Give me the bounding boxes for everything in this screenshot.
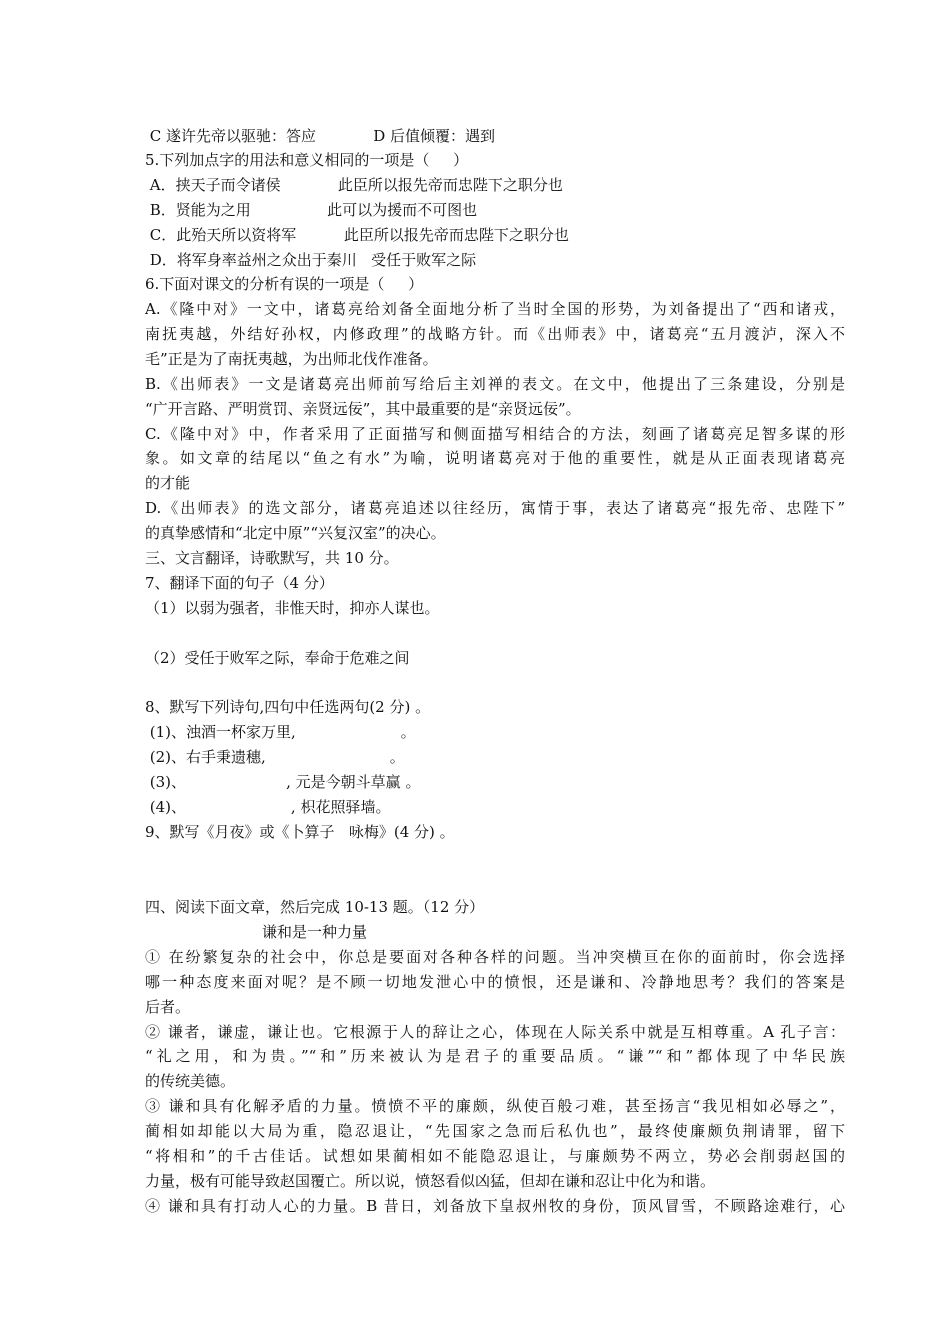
paragraph-2-line-2: “礼之用，和为贵。”“和”历来被认为是君子的重要品质。“谦”“和”都体现了中华民族 — [145, 1047, 845, 1065]
question-6-option-b-line-2: “广开言路、严明赏罚、亲贤远佞”，其中最重要的是“亲贤远佞”。 — [145, 400, 581, 418]
question-8-item-2: (2)、右手秉遗穗, 。 — [145, 748, 405, 766]
question-6-option-c-line-2: 象。如文章的结尾以“鱼之有水”为喻，说明诸葛亮对于他的重要性，就是从正面表现诸葛亮 — [145, 449, 845, 467]
paragraph-3-line-1: ③ 谦和具有化解矛盾的力量。愤愤不平的廉颇，纵使百般刁难，甚至扬言“我见相如必辱之”， — [145, 1097, 845, 1115]
question-8-item-4: (4)、 , 枳花照驿墙。 — [145, 798, 391, 816]
question-5-option-c: C．此殆天所以资将军 此臣所以报先帝而忠陛下之职分也 — [145, 226, 569, 244]
paragraph-2-line-3: 的传统美德。 — [145, 1072, 236, 1090]
paragraph-3-line-2: 蔺相如却能以大局为重，隐忍退让，“先国家之急而后私仇也”，最终使廉颇负荆请罪，留下 — [145, 1122, 845, 1140]
paragraph-4-line-1: ④ 谦和具有打动人心的力量。B 昔日，刘备放下皇叔州牧的身份，顶风冒雪，不顾路途难行，心 — [145, 1197, 845, 1215]
question-8-item-1: (1)、浊酒一杯家万里, 。 — [145, 723, 416, 741]
paragraph-1-line-3: 后者。 — [145, 998, 191, 1016]
paragraph-2-line-1: ② 谦者，谦虚，谦让也。它根源于人的辞让之心，体现在人际关系中就是互相尊重。A 孔子言： — [145, 1023, 845, 1041]
question-6-option-d-line-2: 的真挚感情和“北定中原”“兴复汉室”的决心。 — [145, 524, 446, 542]
paragraph-1-line-1: ① 在纷繁复杂的社会中，你总是要面对各种各样的问题。当冲突横亘在你的面前时，你会选择 — [145, 948, 845, 966]
question-9: 9、默写《月夜》或《卜算子 咏梅》(4 分) 。 — [145, 823, 455, 841]
question-6-option-c-line-3: 的才能 — [145, 474, 191, 492]
question-5-option-d: D．将军身率益州之众出于秦川 受任于败军之际 — [145, 251, 477, 269]
article-title: 谦和是一种力量 — [262, 923, 368, 941]
question-5: 5.下列加点字的用法和意义相同的一项是（ ） — [145, 151, 469, 169]
question-6-option-b-line-1: B.《出师表》一文是诸葛亮出师前写给后主刘禅的表文。在文中，他提出了三条建设，分别是 — [145, 375, 845, 393]
section-3-heading: 三、文言翻译，诗歌默写，共 10 分。 — [145, 549, 399, 567]
question-6-option-d-line-1: D.《出师表》的选文部分，诸葛亮追述以往经历，寓情于事，表达了诸葛亮“报先帝、忠陛下” — [145, 499, 845, 517]
question-8-item-3: (3)、 , 元是今朝斗草赢 。 — [145, 773, 421, 791]
question-7-sentence-2: （2）受任于败军之际，奉命于危难之间 — [145, 649, 410, 667]
option-c-d-line: C 遂许先帝以驱驰：答应 D 后值倾覆：遇到 — [145, 127, 496, 145]
section-4-heading: 四、阅读下面文章，然后完成 10-13 题。（12 分） — [145, 898, 485, 916]
question-5-option-a: A．挟天子而令诸侯 此臣所以报先帝而忠陛下之职分也 — [145, 176, 563, 194]
question-6: 6.下面对课文的分析有误的一项是（ ） — [145, 275, 424, 293]
question-7: 7、翻译下面的句子（4 分） — [145, 574, 334, 592]
question-8: 8、默写下列诗句,四句中任选两句(2 分) 。 — [145, 698, 431, 716]
question-6-option-a-line-3: 毛”正是为了南抚夷越，为出师北伐作准备。 — [145, 350, 438, 368]
question-5-option-b: B．贤能为之用 此可以为援而不可图也 — [145, 201, 478, 219]
paragraph-3-line-3: “将相和”的千古佳话。试想如果蔺相如不能隐忍退让，与廉颇势不两立，势必会削弱赵国的 — [145, 1147, 845, 1165]
question-6-option-c-line-1: C.《隆中对》中，作者采用了正面描写和侧面描写相结合的方法，刻画了诸葛亮足智多谋的形 — [145, 425, 845, 443]
question-7-sentence-1: （1）以弱为强者，非惟天时，抑亦人谋也。 — [145, 599, 440, 617]
question-6-option-a-line-2: 南抚夷越，外结好孙权，内修政理”的战略方针。而《出师表》中，诸葛亮“五月渡泸，深入不 — [145, 325, 845, 343]
question-6-option-a-line-1: A.《隆中对》一文中，诸葛亮给刘备全面地分析了当时全国的形势，为刘备提出了“西和诸戎， — [145, 300, 845, 318]
paragraph-1-line-2: 哪一种态度来面对呢？是不顾一切地发泄心中的愤恨，还是谦和、冷静地思考？我们的答案是 — [145, 973, 845, 991]
paragraph-3-line-4: 力量，极有可能导致赵国覆亡。所以说，愤怒看似凶猛，但却在谦和忍让中化为和谐。 — [145, 1172, 716, 1190]
